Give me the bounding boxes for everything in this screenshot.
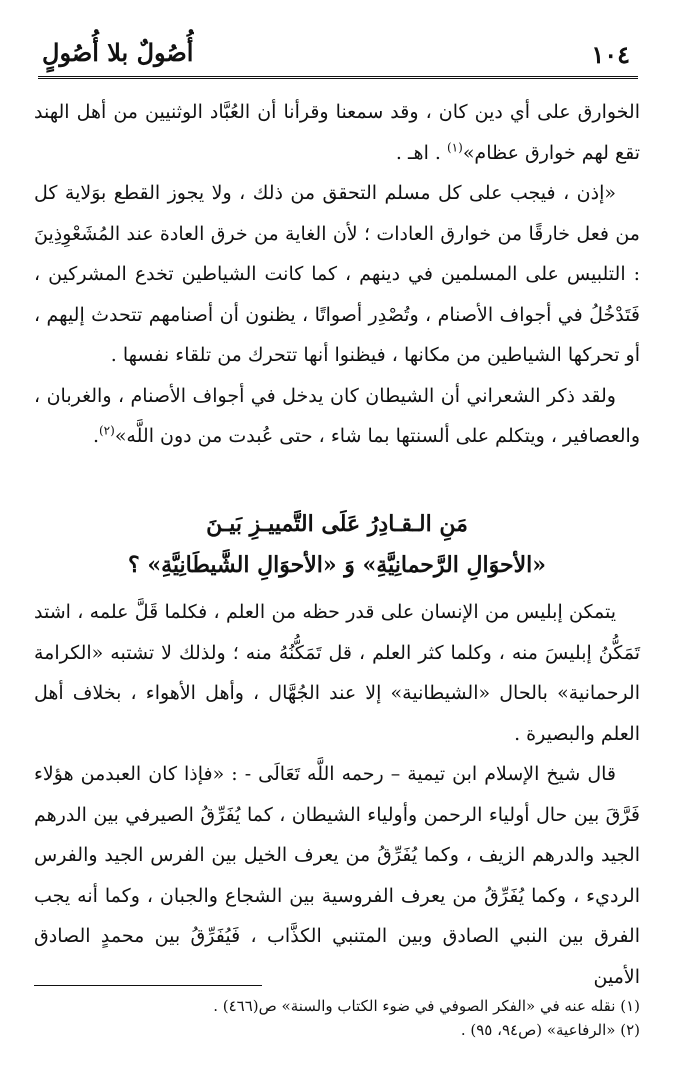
footnote-ref-1: (١) (446, 140, 463, 155)
paragraph-iblis: يتمكن إبليس من الإنسان على قدر حظه من العلم ، فكلما قَلَّ علمه ، اشتد تَمَكُّنُ إبليسَ منه ، وكلما كثر العلم ، قل تَمَكُّنُهُ منه ؛ ولذلك لا تشتبه «الكرامة الرحمانية» بالحال «الشيطانية» إلا عند الجُهَّال ، وأهل الأهواء ، بخلاف أهل العلم والبصيرة . (34, 601, 640, 745)
footnote-separator (34, 985, 262, 986)
paragraph-talbis: «إذن ، فيجب على كل مسلم التحقق من ذلك ، ولا يجوز القطع بوَلاية كل من فعل خارقًا من خوارق العادات ؛ لأن الغاية من خرق العادة عند المُشَعْوِذِينَ : التلبيس على المسلمين في دينهم ، كما كانت الشياطين تخدع المشركين ، فَتَدْخُلُ في أجواف الأصنام ، وتُصْدِر أصواتًا ، يظنون أن أصنامهم تتحدث إليهم ، أو تحركها الشياطين من مكانها ، فيظنوا أنها تتحرك من تلقاء نفسها . (34, 182, 640, 366)
footnote-ref-2: (٢) (98, 423, 115, 438)
main-text-bottom (34, 592, 640, 997)
header-rule (38, 76, 638, 81)
main-text-top (34, 92, 640, 457)
paragraph-ibn-taymiyyah: قال شيخ الإسلام ابن تيمية – رحمه اللَّه تَعَالَى - : «فإذا كان العبدمن هؤلاء فَرَّقَ بين حال أولياء الرحمن وأولياء الشيطان ، كما يُفَرِّقُ الصيرفي بين الدرهم الجيد والدرهم الزيف ، وكما يُفَرِّقُ من يعرف الخيل بين الفرس الجيد والفرس الرديء ، وكما يُفَرِّقُ من يعرف الفروسية بين الشجاع والجبان ، وكما أنه يجب الفرق بين النبي الصادق وبين المتنبي الكذَّاب ، فَيُفَرِّقُ بين محمدٍ الصادق الأمين (34, 763, 640, 988)
section-heading-line-1: مَنِ الـقـادِرُ عَلَى التَّمييـزِ بَيـنَ (206, 511, 468, 537)
footnote-1: (١) نقله عنه في «الفكر الصوفي في ضوء الكتاب والسنة» ص(٤٦٦) . (213, 997, 640, 1015)
page-number: ١٠٤ (591, 40, 630, 69)
section-heading-line-2: «الأحوَالِ الرَّحمانِيَّةِ» وَ «الأحوَالِ الشَّيطَانِيَّةِ» ؟ (128, 552, 546, 578)
running-title: أُصُولٌ بلا أُصُولٍ (42, 38, 194, 67)
paragraph-sharani: ولقد ذكر الشعراني أن الشيطان كان يدخل في أجواف الأصنام ، والغربان ، والعصافير ، ويتكلم على ألسنتها بما شاء ، حتى عُبدت من دون اللَّه»$^{(٢)}$. (34, 384, 640, 447)
paragraph-quote-end: الخوارق على أي دين كان ، وقد سمعنا وقرأنا أن العُبَّاد الوثنيين من أهل الهند تقع لهم خوارق عظام»$^{(١)}$ . اهـ . (34, 101, 640, 164)
footnotes (34, 994, 640, 1042)
page-header (38, 34, 638, 74)
footnote-2: (٢) «الرفاعية» (ص٩٤، ٩٥) . (460, 1021, 640, 1039)
